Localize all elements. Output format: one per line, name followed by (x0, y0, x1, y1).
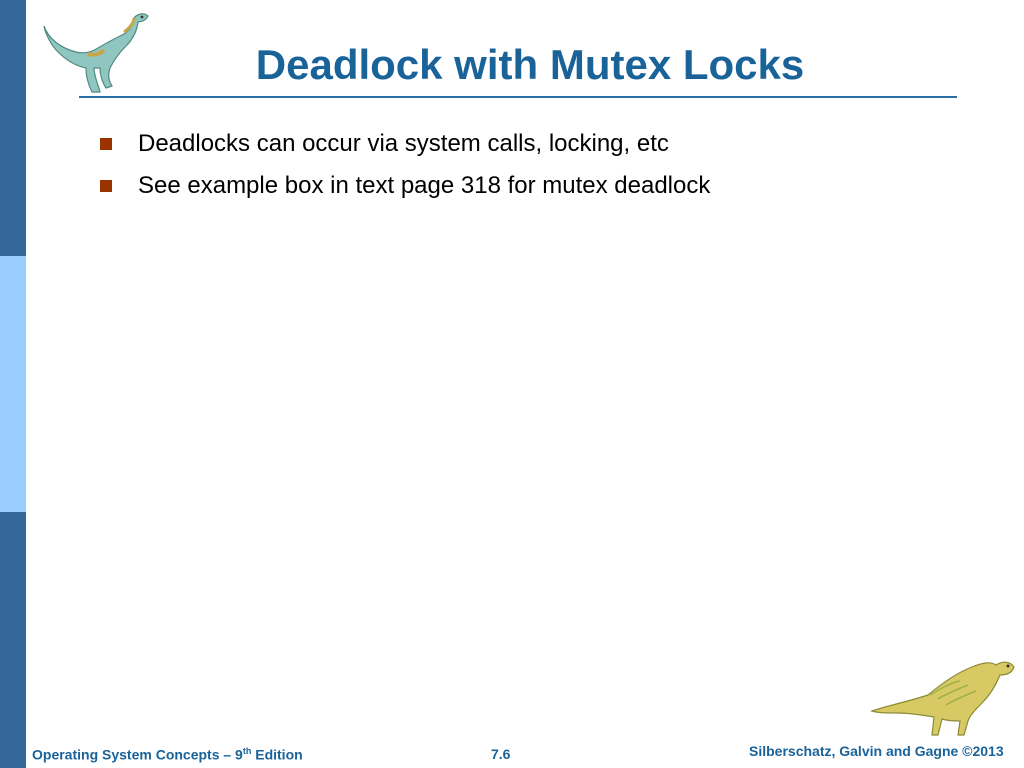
sidebar-segment-middle (0, 256, 26, 512)
dinosaur-icon (868, 655, 1018, 741)
slide-title: Deadlock with Mutex Locks (255, 41, 805, 88)
dinosaur-icon (38, 8, 156, 98)
bullet-text: See example box in text page 318 for mutex deadlock (138, 172, 711, 199)
footer-book-title (32, 746, 303, 763)
bullet-text: Deadlocks can occur via system calls, locking, etc (138, 130, 669, 157)
sidebar-segment-bottom (0, 512, 26, 768)
square-bullet-icon (100, 180, 112, 192)
footer-book-prefix: Operating System Concepts – 9 (32, 746, 243, 763)
left-sidebar-bar (0, 0, 26, 768)
slide-number: 7.6 (491, 746, 511, 762)
footer-book-suffix: Edition (251, 746, 303, 763)
sidebar-segment-top (0, 0, 26, 256)
footer-edition-superscript: th (242, 746, 252, 756)
footer-authors: Silberschatz, Galvin and Gagne ©2013 (749, 743, 1004, 759)
title-divider (79, 96, 957, 98)
square-bullet-icon (100, 138, 112, 150)
